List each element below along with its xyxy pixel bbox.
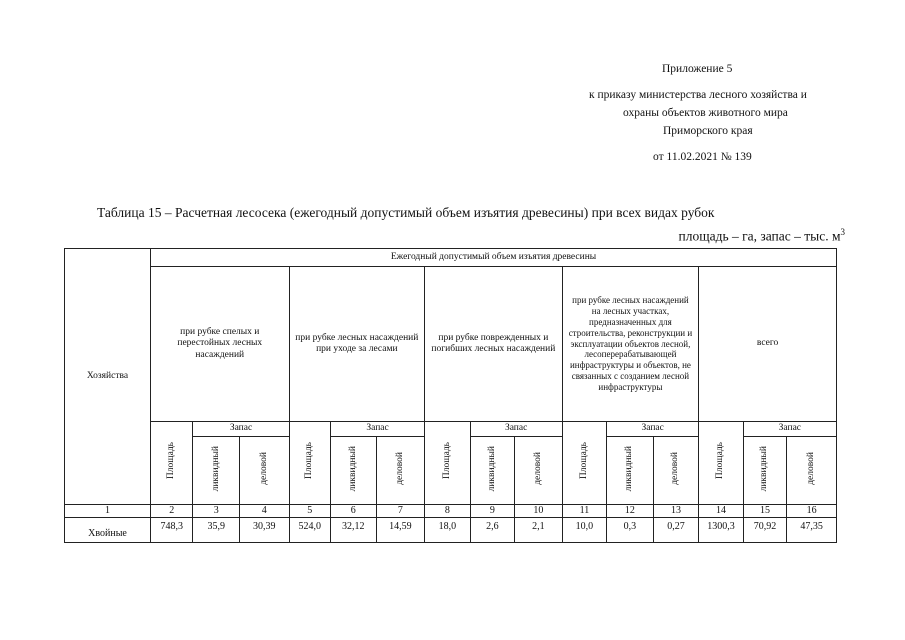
liquid-header: ликвидный — [210, 445, 221, 491]
value-cell: 70,92 — [743, 518, 787, 543]
business-header: деловой — [394, 451, 405, 485]
row-name: Хвойные — [65, 518, 151, 543]
category-damaged: при рубке поврежденных и погибших лесных насаждений — [431, 332, 556, 354]
farm-header-cell — [65, 249, 151, 505]
category-construction: при рубке лесных насаждений на лесных участках, предназначенных для строительства, реконструкции и эксплуатации объектов лесной, лесоперерабатывающей инфраструктуры и объектов, не связанных с созданием лесной инфраструктуры — [568, 295, 693, 392]
value-cell: 524,0 — [289, 518, 330, 543]
units-note — [678, 227, 845, 245]
stock-header: Запас — [641, 423, 664, 434]
area-header: Площадь — [715, 442, 726, 480]
units-superscript: 3 — [840, 227, 845, 237]
category-damaged-cell — [425, 267, 563, 422]
value-cell: 0,27 — [653, 518, 699, 543]
stock-header: Запас — [229, 423, 253, 434]
liquid-header-cell — [470, 437, 515, 505]
allowable-cut-table — [64, 248, 837, 543]
area-header-cell — [425, 422, 471, 505]
col-number: 7 — [376, 505, 425, 518]
col-number: 12 — [607, 505, 654, 518]
stock-header-cell — [743, 422, 836, 437]
category-thinning-cell — [289, 267, 425, 422]
area-header-cell — [562, 422, 607, 505]
liquid-header: ликвидный — [759, 445, 770, 491]
area-header-cell — [150, 422, 192, 505]
order-line-1: к приказу министерства лесного хозяйства и — [589, 89, 807, 101]
stock-header: Запас — [504, 423, 528, 434]
liquid-header-cell — [193, 437, 240, 505]
value-cell: 14,59 — [376, 518, 425, 543]
area-header-cell — [289, 422, 330, 505]
col-number: 1 — [65, 505, 151, 518]
table-row — [65, 518, 837, 543]
value-cell: 748,3 — [150, 518, 192, 543]
appendix-label: Приложение 5 — [662, 63, 733, 75]
business-header: деловой — [258, 451, 269, 485]
business-header-cell — [787, 437, 837, 505]
area-header: Площадь — [304, 442, 315, 480]
value-cell: 35,9 — [193, 518, 240, 543]
category-total: всего — [756, 338, 779, 349]
col-number: 10 — [515, 505, 563, 518]
category-thinning: при рубке лесных насаждений при уходе за лесами — [295, 332, 419, 354]
order-line-2: охраны объектов животного мира — [623, 107, 788, 119]
value-cell: 30,39 — [240, 518, 290, 543]
stock-header: Запас — [778, 423, 802, 434]
col-number: 13 — [653, 505, 699, 518]
col-number: 3 — [193, 505, 240, 518]
category-mature-cell — [150, 267, 289, 422]
area-header: Площадь — [578, 442, 589, 480]
group-header-cell — [150, 249, 836, 267]
stock-header-cell — [470, 422, 562, 437]
value-cell: 0,3 — [607, 518, 654, 543]
order-date-number: от 11.02.2021 № 139 — [653, 151, 752, 163]
area-header-cell — [699, 422, 744, 505]
category-construction-cell — [562, 267, 699, 422]
category-mature: при рубке спелых и перестойных лесных насаждений — [177, 326, 263, 360]
col-number: 8 — [425, 505, 471, 518]
col-number: 11 — [562, 505, 607, 518]
business-header-cell — [653, 437, 699, 505]
business-header: деловой — [805, 451, 816, 485]
stock-header-cell — [193, 422, 289, 437]
value-cell: 32,12 — [331, 518, 377, 543]
value-cell: 10,0 — [562, 518, 607, 543]
liquid-header-cell — [743, 437, 787, 505]
stock-header: Запас — [366, 423, 389, 434]
col-number: 16 — [787, 505, 837, 518]
value-cell: 18,0 — [425, 518, 471, 543]
liquid-header: ликвидный — [486, 445, 497, 491]
units-text: площадь – га, запас – тыс. м — [678, 228, 841, 244]
value-cell: 2,6 — [470, 518, 515, 543]
value-cell: 1300,3 — [699, 518, 744, 543]
table-title: Таблица 15 – Расчетная лесосека (ежегодный допустимый объем изъятия древесины) при всех видах рубок — [97, 205, 715, 220]
farm-header: Хозяйства — [86, 370, 129, 381]
business-header-cell — [240, 437, 290, 505]
liquid-header: ликвидный — [347, 445, 358, 491]
business-header: деловой — [532, 451, 543, 485]
col-number: 9 — [470, 505, 515, 518]
value-cell: 47,35 — [787, 518, 837, 543]
col-number: 4 — [240, 505, 290, 518]
business-header: деловой — [670, 451, 681, 485]
area-header: Площадь — [441, 442, 452, 480]
value-cell: 2,1 — [515, 518, 563, 543]
area-header: Площадь — [166, 442, 177, 480]
group-header: Ежегодный допустимый объем изъятия древесины — [390, 251, 597, 262]
stock-header-cell — [607, 422, 699, 437]
liquid-header: ликвидный — [624, 445, 635, 491]
liquid-header-cell — [607, 437, 654, 505]
col-number: 15 — [743, 505, 787, 518]
col-number: 14 — [699, 505, 744, 518]
order-line-3: Приморского края — [663, 125, 753, 137]
category-total-cell — [699, 267, 837, 422]
col-number: 6 — [331, 505, 377, 518]
col-number: 2 — [150, 505, 192, 518]
stock-header-cell — [331, 422, 425, 437]
business-header-cell — [515, 437, 563, 505]
liquid-header-cell — [331, 437, 377, 505]
col-number: 5 — [289, 505, 330, 518]
business-header-cell — [376, 437, 425, 505]
